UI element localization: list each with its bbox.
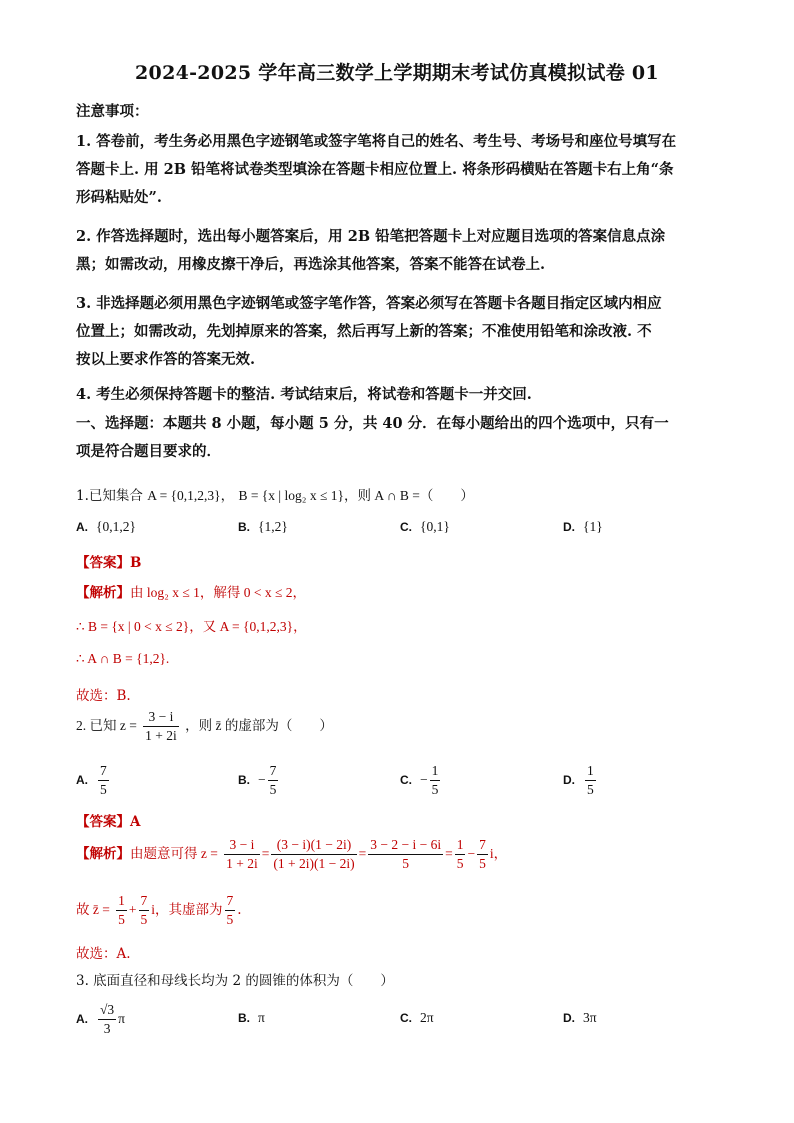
option-label: C. [400, 520, 412, 534]
notice-heading: 注意事项： [76, 103, 149, 120]
option-label: C. [400, 1011, 412, 1025]
numerator: (3 − i)(1 − 2i) [271, 836, 356, 855]
answer-value: A [130, 814, 141, 830]
section-heading: 项是符合题目要求的． [76, 443, 221, 460]
denominator: 3 [103, 1021, 111, 1036]
numerator: 3 − i [224, 836, 260, 855]
option-label: A. [76, 1012, 88, 1026]
denominator: 1 + 2i [145, 728, 177, 743]
analysis-text: i，其虚部为 [151, 902, 223, 917]
set-b: B = {x | log₂ x ≤ 1} [238, 488, 344, 503]
numerator: 3 − 2 − i − 6i [368, 836, 443, 855]
separator: ， [220, 488, 235, 504]
question-1-stem [76, 484, 474, 504]
answer-line [76, 810, 140, 830]
stem-text: 1.已知集合 [76, 488, 143, 504]
sign: − [420, 772, 428, 787]
option-d[interactable] [563, 1010, 597, 1026]
option-c[interactable] [400, 519, 450, 535]
analysis-line: ∴ B = {x | 0 < x ≤ 2}，又 A = {0,1,2,3}， [76, 619, 307, 634]
answer-label: 【答案】 [76, 814, 130, 830]
option-text: 2π [420, 1010, 434, 1025]
conclusion: 故选：B. [76, 688, 131, 704]
option-label: D. [563, 520, 575, 534]
denominator: 5 [140, 912, 148, 927]
question-3-stem: 3. 底面直径和母线长均为 2 的圆锥的体积为（ ） [76, 973, 394, 989]
section-heading: 一、选择题：本题共 8 小题，每小题 5 分，共 40 分．在每小题给出的四个选项中，只有一 [76, 415, 669, 432]
numerator: √3 [98, 1001, 116, 1020]
denominator: 5 [587, 782, 594, 797]
fraction [455, 836, 466, 873]
numerator: 3 − i [143, 708, 179, 727]
fraction [139, 892, 150, 929]
conclusion: 故选：A. [76, 946, 131, 962]
notice-line: 2. 作答选择题时，选出每小题答案后，用 2B 铅笔把答题卡上对应题目选项的答案信息点涂 [76, 228, 666, 245]
option-a[interactable] [76, 1001, 125, 1038]
denominator: 5 [479, 856, 486, 871]
option-d[interactable] [563, 762, 598, 799]
option-label: D. [563, 1011, 575, 1025]
numerator: 1 [116, 892, 127, 911]
analysis-line [76, 581, 306, 601]
denominator: 5 [431, 782, 439, 797]
denominator: 5 [100, 782, 107, 797]
option-c[interactable] [400, 762, 442, 799]
notice-line: 1. 答卷前，考生务必用黑色字迹钢笔或签字笔将自己的姓名、考生号、考场号和座位号填写在 [76, 133, 677, 150]
answer-value: B [130, 555, 142, 571]
numerator: 1 [430, 762, 441, 781]
numerator: 7 [477, 836, 488, 855]
denominator: 5 [269, 782, 277, 797]
stem-text: ，则 z̄ 的虚部为（ ） [185, 718, 333, 733]
option-b[interactable] [238, 1010, 265, 1026]
denominator: 5 [118, 912, 125, 927]
analysis-label: 【解析】 [76, 846, 130, 862]
fraction [143, 708, 179, 745]
fraction [98, 1001, 116, 1038]
notice-line: 答题卡上. 用 2B 铅笔将试卷类型填涂在答题卡相应位置上. 将条形码横贴在答题卡右上角“条 [76, 161, 674, 178]
fraction [271, 836, 356, 873]
analysis-text: 由 log₂ x ≤ 1，解得 0 < x ≤ 2， [130, 585, 307, 600]
question-2-stem [76, 708, 333, 745]
analysis-line [76, 836, 507, 873]
fraction [585, 762, 596, 799]
option-label: B. [238, 773, 250, 787]
option-text: {0,1} [420, 519, 450, 534]
option-label: B. [238, 520, 250, 534]
stem-text: 2. 已知 z = [76, 718, 137, 733]
analysis-line: ∴ A ∩ B = {1,2}. [76, 651, 170, 666]
option-label: C. [400, 773, 412, 787]
fraction [116, 892, 127, 929]
option-text: 3π [583, 1010, 597, 1025]
answer-line [76, 551, 141, 571]
analysis-text: 由题意可得 z = [130, 846, 218, 861]
denominator: 5 [456, 856, 464, 871]
denominator: 1 + 2i [226, 856, 258, 871]
numerator: 7 [225, 892, 236, 911]
option-text: π [258, 1010, 265, 1025]
option-c[interactable] [400, 1010, 434, 1026]
analysis-text: 故 z̄ = [76, 902, 110, 917]
numerator: 1 [455, 836, 466, 855]
notice-line: 4. 考生必须保持答题卡的整洁. 考试结束后，将试卷和答题卡一并交回. [76, 386, 532, 403]
notice-line: 黑；如需改动，用橡皮擦干净后，再选涂其他答案，答案不能答在试卷上. [76, 256, 546, 273]
fraction [224, 836, 260, 873]
plus-sign: + [128, 902, 137, 917]
equals-sign: = [261, 846, 270, 861]
analysis-text: . [237, 902, 242, 918]
numerator: 7 [268, 762, 279, 781]
option-label: A. [76, 520, 88, 534]
fraction [368, 836, 443, 873]
equals-sign: = [445, 846, 453, 861]
option-label: A. [76, 773, 88, 787]
minus-sign: − [467, 846, 476, 861]
denominator: 5 [226, 912, 234, 927]
numerator: 7 [98, 762, 109, 781]
numerator: 1 [585, 762, 596, 781]
option-text: {1,2} [258, 519, 288, 534]
analysis-label: 【解析】 [76, 585, 130, 601]
analysis-line [76, 892, 242, 929]
sign: − [258, 772, 266, 787]
option-label: B. [238, 1011, 250, 1025]
notice-line: 位置上；如需改动，先划掉原来的答案，然后再写上新的答案；不准使用铅笔和涂改液. 不 [76, 323, 652, 340]
option-b[interactable] [238, 519, 288, 535]
notice-line: 3. 非选择题必须用黑色字迹钢笔或签字笔作答，答案必须写在答题卡各题目指定区域内相应 [76, 295, 662, 312]
fraction [98, 762, 109, 799]
option-text: {1} [583, 519, 603, 534]
stem-text: ，则 A ∩ B =（ ） [343, 488, 474, 503]
option-label: D. [563, 773, 575, 787]
analysis-text: i， [489, 846, 508, 861]
option-d[interactable] [563, 519, 603, 535]
answer-label: 【答案】 [76, 555, 130, 571]
denominator: (1 + 2i)(1 − 2i) [273, 856, 355, 871]
notice-line: 按以上要求作答的答案无效. [76, 351, 256, 368]
denominator: 5 [402, 856, 410, 871]
fraction [225, 892, 236, 929]
option-b[interactable] [238, 762, 280, 799]
fraction [430, 762, 441, 799]
option-text: {0,1,2} [96, 519, 136, 534]
option-a[interactable] [76, 519, 136, 535]
numerator: 7 [139, 892, 150, 911]
option-a[interactable] [76, 762, 111, 799]
notice-line: 形码粘贴处”. [76, 189, 162, 206]
page-title: 2024-2025 学年高三数学上学期期末考试仿真模拟试卷 01 [135, 62, 659, 84]
set-a: A = {0,1,2,3} [147, 488, 221, 503]
fraction [477, 836, 488, 873]
equals-sign: = [358, 846, 367, 861]
pi-symbol: π [118, 1011, 125, 1026]
fraction [268, 762, 279, 799]
